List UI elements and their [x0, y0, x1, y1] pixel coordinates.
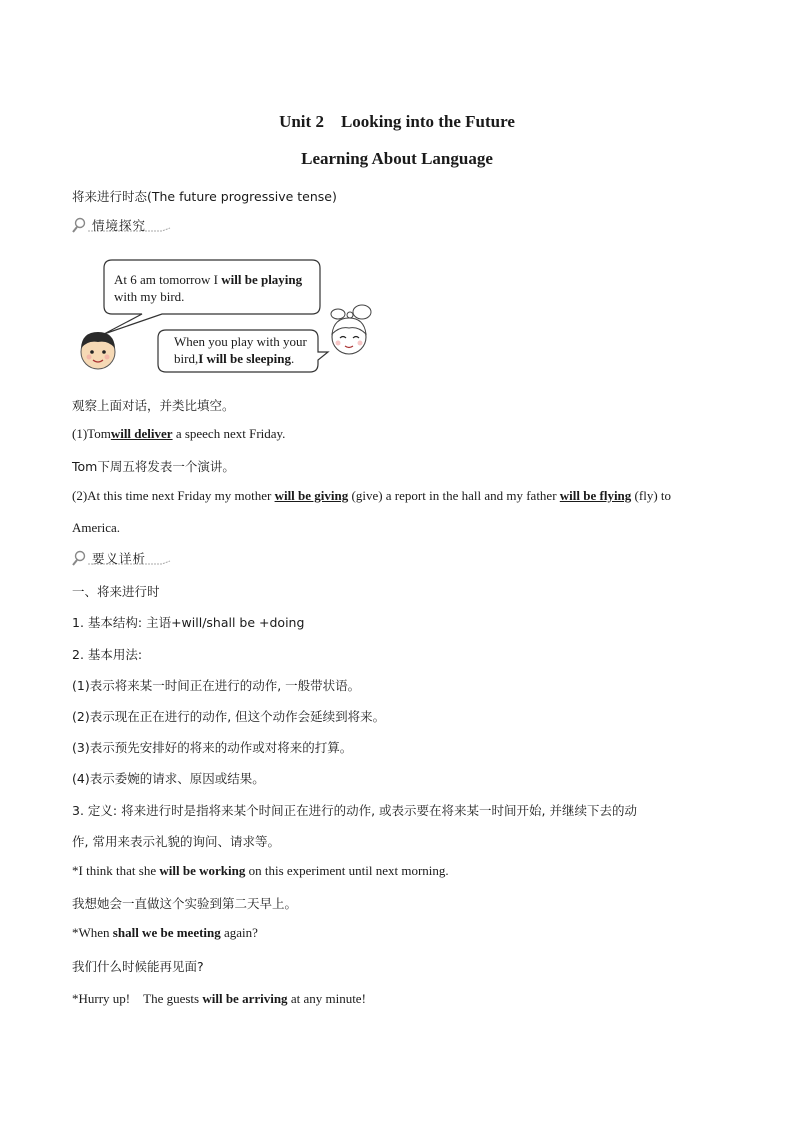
e3-bold: will be arriving	[202, 991, 288, 1006]
bubble-girl-text-bold: I will be sleeping	[198, 351, 292, 366]
definition-line-1: 3. 定义: 将来进行时是指将来某个时间正在进行的动作, 或表示要在将来某一时间开始, 并继续下去的动	[72, 803, 637, 818]
ex2-answer-2: will be flying	[559, 488, 632, 503]
example-1-translation: 我想她会一直做这个实验到第二天早上。	[72, 896, 298, 911]
topic-line	[72, 187, 337, 205]
usage-4: (4)表示委婉的请求、原因或结果。	[72, 771, 265, 786]
e3-post: at any minute!	[287, 991, 366, 1006]
e2-bold: shall we be meeting	[112, 925, 221, 940]
e2-pre: *When	[72, 925, 113, 940]
bubble-girl-text-line1: When you play with your	[174, 334, 307, 349]
example-1	[72, 863, 449, 879]
basic-structure: 1. 基本结构: 主语+will/shall be +doing	[72, 615, 305, 630]
heading-future-progressive: 一、将来进行时	[72, 584, 160, 599]
ex2-pre: (2)At this time next Friday my mother	[72, 488, 275, 503]
topic-text: 将来进行时态(The future progressive tense)	[72, 189, 337, 204]
e1-pre: *I think that she	[72, 863, 160, 878]
bubble-boy-text-line2: with my bird.	[114, 289, 185, 304]
exercise-1-translation: Tom下周五将发表一个演讲。	[72, 459, 235, 474]
usage-2: (2)表示现在正在进行的动作, 但这个动作会延续到将来。	[72, 709, 386, 724]
e3-pre: *Hurry up! The guests	[72, 991, 203, 1006]
ex2-post: (fly) to	[631, 488, 672, 503]
ex1-post: a speech next Friday.	[172, 426, 286, 441]
ex2-answer-1: will be giving	[274, 488, 349, 503]
bubble-boy-text-bold: will be playing	[221, 272, 303, 287]
usage-3: (3)表示预先安排好的将来的动作或对将来的打算。	[72, 740, 353, 755]
example-2-translation: 我们什么时候能再见面?	[72, 959, 204, 974]
bubble-girl-text-pre: bird,	[174, 351, 199, 366]
usage-1: (1)表示将来某一时间正在进行的动作, 一般带状语。	[72, 678, 361, 693]
ex1-answer: will deliver	[110, 426, 173, 441]
e2-post: again?	[220, 925, 258, 940]
exercise-2-line2: America.	[72, 520, 121, 535]
bubble-girl-text-post: .	[291, 351, 295, 366]
section-header-situation	[72, 216, 172, 234]
example-3	[72, 988, 366, 1007]
definition-line-2: 作, 常用来表示礼貌的询问、请求等。	[72, 834, 280, 849]
girl-icon	[331, 305, 371, 354]
section-header-explanation	[72, 549, 172, 567]
ex1-pre: (1)Tom	[72, 426, 111, 441]
e1-post: on this experiment until next morning.	[245, 863, 449, 878]
ex2-mid: (give) a report in the hall and my father	[348, 488, 560, 503]
example-2	[72, 925, 258, 941]
basic-usage: 2. 基本用法:	[72, 647, 143, 662]
bubble-girl-text	[174, 333, 307, 367]
lesson-title: Learning About Language	[301, 149, 493, 168]
section-label: 情境探究	[92, 218, 147, 233]
bubble-boy-text-pre: At 6 am tomorrow I	[114, 272, 222, 287]
instruction: 观察上面对话，并类比填空。	[72, 398, 235, 413]
section-label: 要义详析	[92, 551, 147, 566]
e1-bold: will be working	[159, 863, 246, 878]
bubble-boy-text	[114, 271, 302, 305]
boy-icon	[81, 332, 115, 369]
exercise-1	[72, 426, 285, 442]
unit-title: Unit 2 Looking into the Future	[279, 112, 515, 131]
exercise-2	[72, 488, 671, 504]
